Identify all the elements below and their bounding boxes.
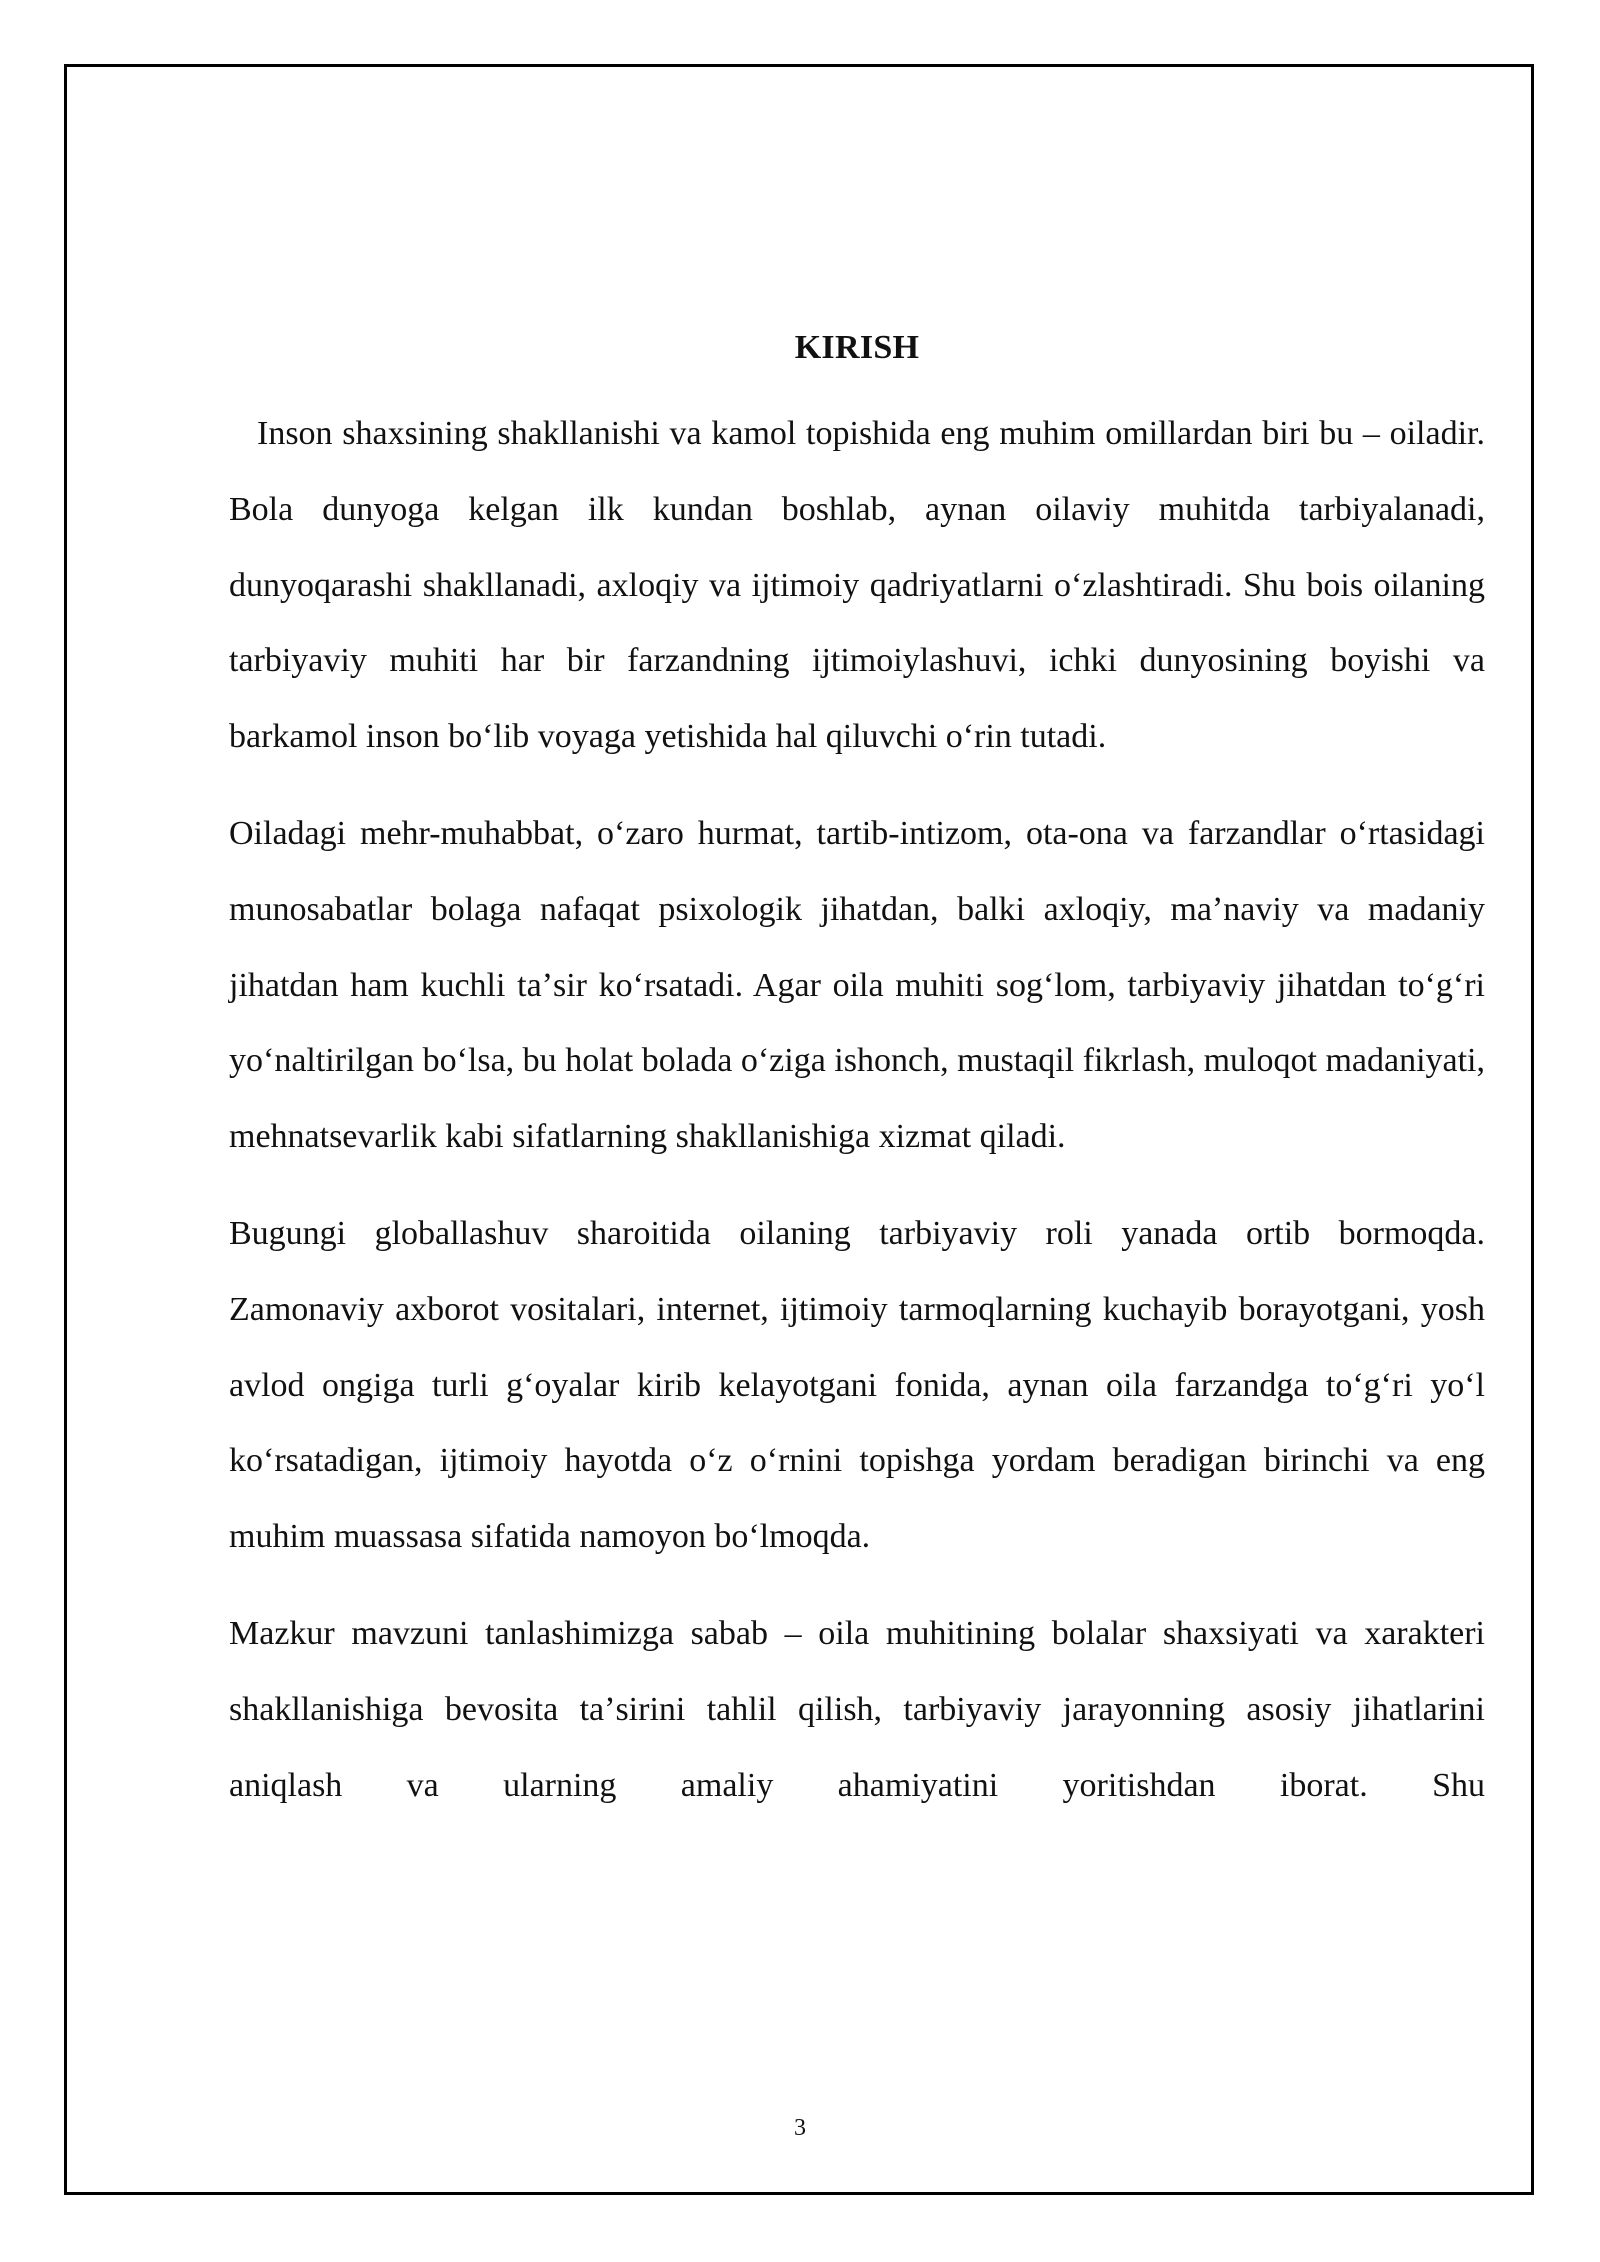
paragraph: Oiladagi mehr-muhabbat, oʻzaro hurmat, tartib-intizom, ota-ona va farzandlar oʻrtasidagi munosabatlar bolaga nafaqat psixologik jihatdan, balki axloqiy, maʼnaviy va madaniy jihatdan ham kuchli taʼsir koʻrsatadi. Agar oila muhiti sogʻlom, tarbiyaviy jihatdan toʻgʻri yoʻnaltirilgan boʻlsa, bu holat bolada oʻziga ishonch, mustaqil fikrlash, muloqot madaniyati, mehnatsevarlik kabi sifatlarning shakllanishiga xizmat qiladi.	[229, 814, 1485, 1156]
paragraph: Mazkur mavzuni tanlashimizga sabab – oila muhitining bolalar shaxsiyati va xarakteri shakllanishiga bevosita taʼsirini tahlil qilish, tarbiyaviy jarayonning asosiy jihatlarini aniqlash va ularning amaliy ahamiyatini yoritishdan iborat. Shu	[229, 1614, 1485, 1804]
paragraph: Bugungi globallashuv sharoitida oilaning tarbiyaviy roli yanada ortib bormoqda. Zamonaviy axborot vositalari, internet, ijtimoiy tarmoqlarning kuchayib borayotgani, yosh avlod ongiga turli gʻoyalar kirib kelayotgani fonida, aynan oila farzandga toʻgʻri yoʻl koʻrsatadigan, ijtimoiy hayotda oʻz oʻrnini topishga yordam beradigan birinchi va eng muhim muassasa sifatida namoyon boʻlmoqda.	[229, 1214, 1485, 1556]
section-heading: KIRISH	[794, 329, 920, 366]
paragraph: Inson shaxsining shakllanishi va kamol topishida eng muhim omillardan biri bu – oiladir. Bola dunyoga kelgan ilk kundan boshlab, aynan oilaviy muhitda tarbiyalanadi, dunyoqarashi shakllanadi, axloqiy va ijtimoiy qadriyatlarni oʻzlashtiradi. Shu bois oilaning tarbiyaviy muhiti har bir farzandning ijtimoiylashuvi, ichki dunyosining boyishi va barkamol inson boʻlib voyaga yetishida hal qiluvchi oʻrin tutadi.	[229, 415, 1485, 756]
page-number: 3	[794, 2115, 806, 2141]
page-content	[229, 322, 1485, 1844]
